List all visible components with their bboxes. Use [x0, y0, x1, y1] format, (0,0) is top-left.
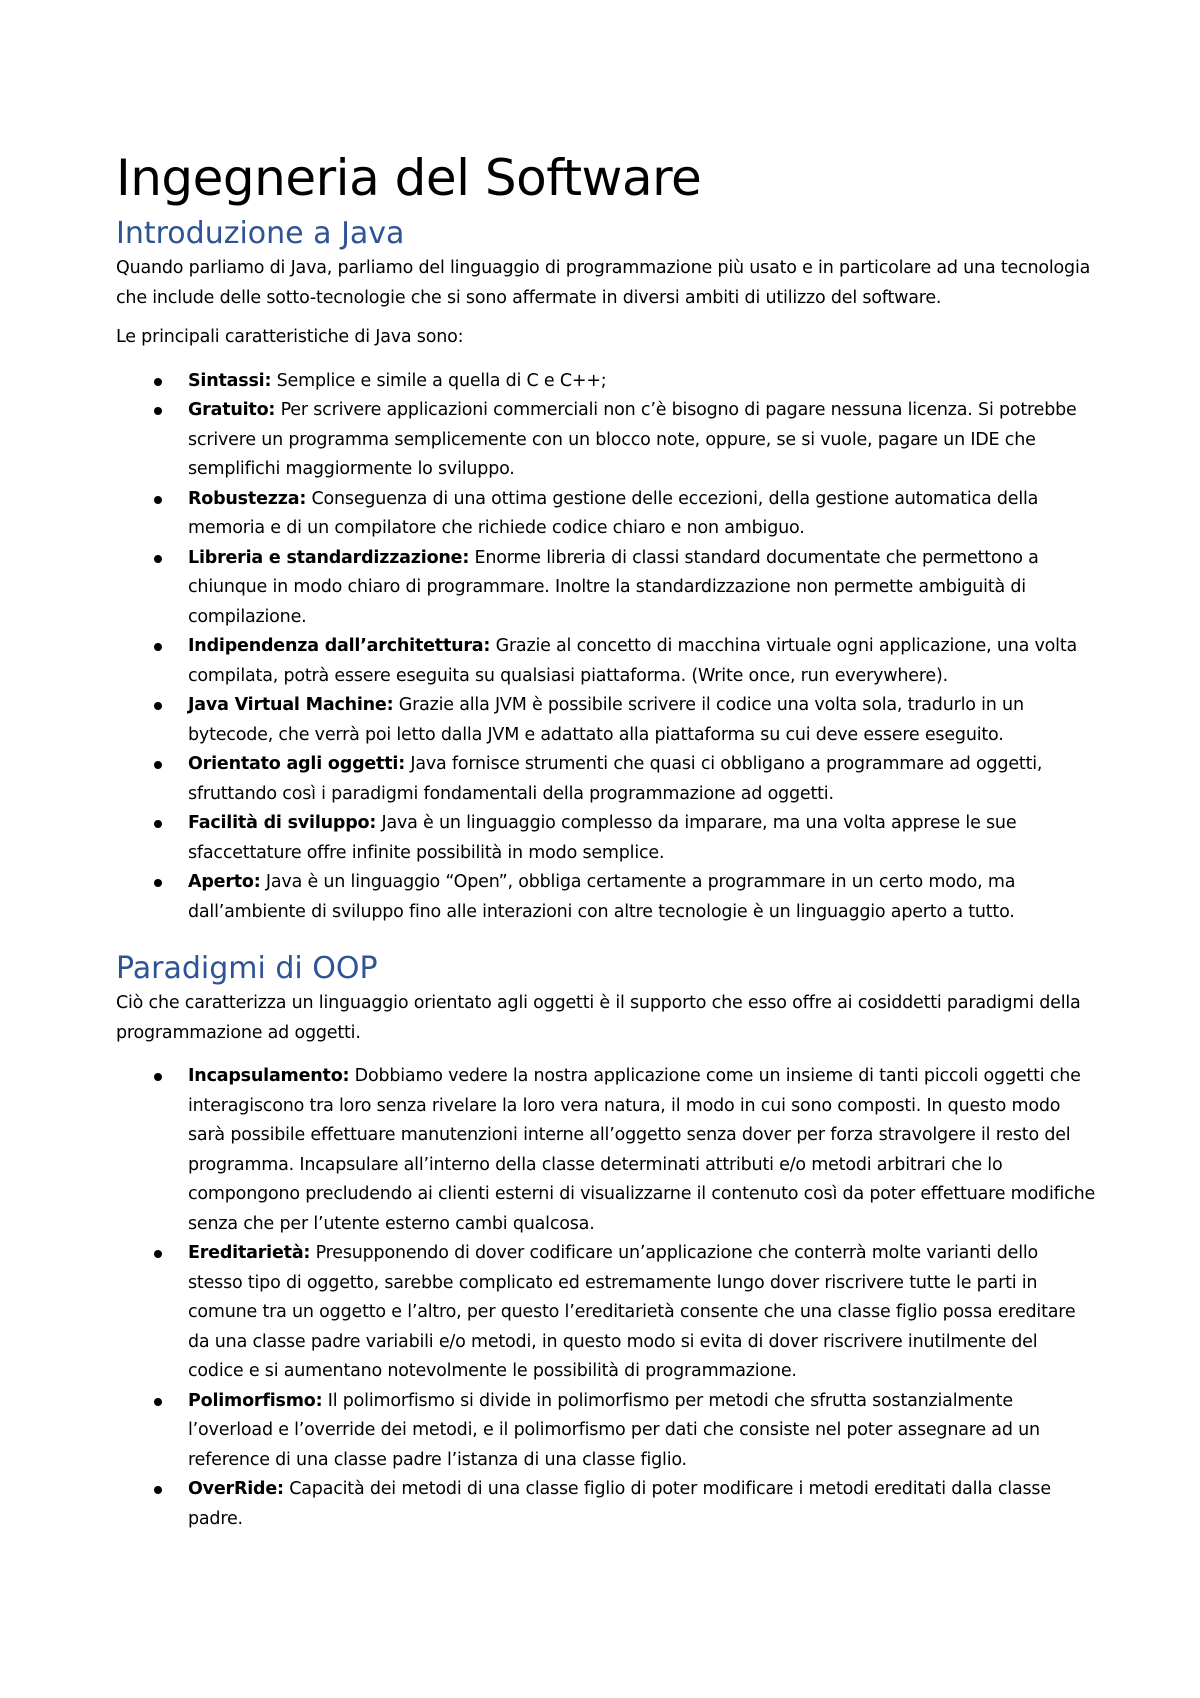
list-item	[116, 1387, 1096, 1476]
bullet-icon	[154, 555, 162, 563]
list-item-term: Gratuito:	[188, 400, 276, 420]
list-item-text: Conseguenza di una ottima gestione delle eccezioni, della gestione automatica della memoria e di un compilatore che richiede codice chiaro e non ambiguo.	[188, 488, 1039, 538]
document-page	[116, 148, 1096, 1534]
list-item-text: Semplice e simile a quella di C e C++;	[271, 370, 607, 391]
bullet-icon	[154, 1486, 162, 1494]
list-item-term: Ereditarietà:	[188, 1243, 311, 1263]
list-item-text: Presupponendo di dover codificare un’applicazione che conterrà molte varianti dello stesso tipo di oggetto, sarebbe complicato ed estremamente lungo dover riscrivere tutte le parti in comune tra un oggetto e l’altro, per questo l’ereditarietà consente che una classe figlio possa ereditare da una classe padre variabili e/o metodi, in questo modo si evita di dover riscrivere inutilmente del codice e si aumentano notevolmente le possibilità di programmazione.	[188, 1243, 1076, 1381]
document-title: Ingegneria del Software	[116, 149, 702, 207]
list-item-term: Facilità di sviluppo:	[188, 813, 377, 833]
list-item-term: Orientato agli oggetti:	[188, 754, 405, 774]
bullet-icon	[154, 1073, 162, 1081]
list-item	[116, 868, 1096, 927]
list-item-term: Aperto:	[188, 872, 261, 892]
list-item	[116, 750, 1096, 809]
bullet-icon	[154, 820, 162, 828]
list-item	[116, 544, 1096, 633]
section-lead-paragraph: Le principali caratteristiche di Java sono:	[116, 327, 464, 347]
list-item-text: Java è un linguaggio complesso da imparare, ma una volta apprese le sue sfaccettature offre infinite possibilità in modo semplice.	[188, 813, 1017, 863]
list-item-text: Grazie al concetto di macchina virtuale ogni applicazione, una volta compilata, potrà essere eseguita su qualsiasi piattaforma. (Write once, run everywhere).	[188, 636, 1078, 686]
bullet-icon	[154, 879, 162, 887]
list-item-term: Polimorfismo:	[188, 1390, 323, 1411]
bullet-icon	[154, 1250, 162, 1258]
list-item-text: Capacità dei metodi di una classe figlio di poter modificare i metodi ereditati dalla classe padre.	[188, 1479, 1051, 1529]
bullet-icon	[154, 1398, 162, 1406]
bullet-icon	[154, 496, 162, 504]
list-item	[116, 809, 1096, 868]
list-item-term: Incapsulamento:	[188, 1066, 350, 1086]
list-item	[116, 396, 1096, 485]
list-item	[116, 691, 1096, 750]
list-item-text: Per scrivere applicazioni commerciali non c’è bisogno di pagare nessuna licenza. Si potrebbe scrivere un programma semplicemente con un blocco note, oppure, se si vuole, pagare un IDE che semplifichi maggiormente lo sviluppo.	[188, 400, 1077, 479]
bullet-icon	[154, 643, 162, 651]
bullet-icon	[154, 378, 162, 386]
bullet-icon	[154, 407, 162, 415]
section-intro-paragraph: Ciò che caratterizza un linguaggio orientato agli oggetti è il supporto che esso offre ai cosiddetti paradigmi della programmazione ad oggetti.	[116, 993, 1081, 1043]
features-list	[116, 367, 1096, 928]
list-item	[116, 367, 1096, 397]
paradigms-list	[116, 1062, 1096, 1534]
list-item-text: Java fornisce strumenti che quasi ci obbligano a programmare ad oggetti, sfruttando così i paradigmi fondamentali della programmazione ad oggetti.	[188, 754, 1043, 804]
list-item	[116, 1239, 1096, 1387]
list-item-term: Java Virtual Machine:	[188, 695, 394, 715]
list-item	[116, 1062, 1096, 1239]
section-heading-paradigmi: Paradigmi di OOP	[116, 951, 378, 986]
list-item-text: Grazie alla JVM è possibile scrivere il codice una volta sola, tradurlo in un bytecode, che verrà poi letto dalla JVM e adattato alla piattaforma su cui deve essere eseguito.	[188, 695, 1024, 745]
list-item-term: OverRide:	[188, 1479, 284, 1499]
list-item-text: Enorme libreria di classi standard documentate che permettono a chiunque in modo chiaro di programmare. Inoltre la standardizzazione non permette ambiguità di compilazione.	[188, 547, 1039, 627]
list-item	[116, 485, 1096, 544]
list-item-term: Robustezza:	[188, 488, 307, 509]
list-item-term: Indipendenza dall’architettura:	[188, 636, 491, 656]
list-item-text: Dobbiamo vedere la nostra applicazione come un insieme di tanti piccoli oggetti che interagiscono tra loro senza rivelare la loro vera natura, il modo in cui sono composti. In questo modo sarà possibile effettuare manutenzioni interne all’oggetto senza dover per forza stravolgere il resto del programma. Incapsulare all’interno della classe determinati attributi e/o metodi arbitrari che lo compongono precludendo ai clienti esterni di visualizzarne il contenuto così da poter effettuare modifiche senza che per l’utente esterno cambi qualcosa.	[188, 1066, 1096, 1234]
list-item-term: Sintassi:	[188, 370, 272, 391]
list-item	[116, 1475, 1096, 1534]
section-heading-introduzione: Introduzione a Java	[116, 216, 405, 251]
list-item-text: Java è un linguaggio “Open”, obbliga certamente a programmare in un certo modo, ma dall’ambiente di sviluppo fino alle interazioni con altre tecnologie è un linguaggio aperto a tutto.	[188, 872, 1016, 922]
list-item	[116, 632, 1096, 691]
list-item-term: Libreria e standardizzazione:	[188, 547, 470, 568]
list-item-text: Il polimorfismo si divide in polimorfismo per metodi che sfrutta sostanzialmente l’overload e l’override dei metodi, e il polimorfismo per dati che consiste nel poter assegnare ad un reference di una classe padre l’istanza di una classe figlio.	[188, 1390, 1040, 1470]
bullet-icon	[154, 761, 162, 769]
bullet-icon	[154, 702, 162, 710]
section-intro-paragraph: Quando parliamo di Java, parliamo del linguaggio di programmazione più usato e in particolare ad una tecnologia che include delle sotto-tecnologie che si sono affermate in diversi ambiti di utilizzo del software.	[116, 258, 1091, 308]
